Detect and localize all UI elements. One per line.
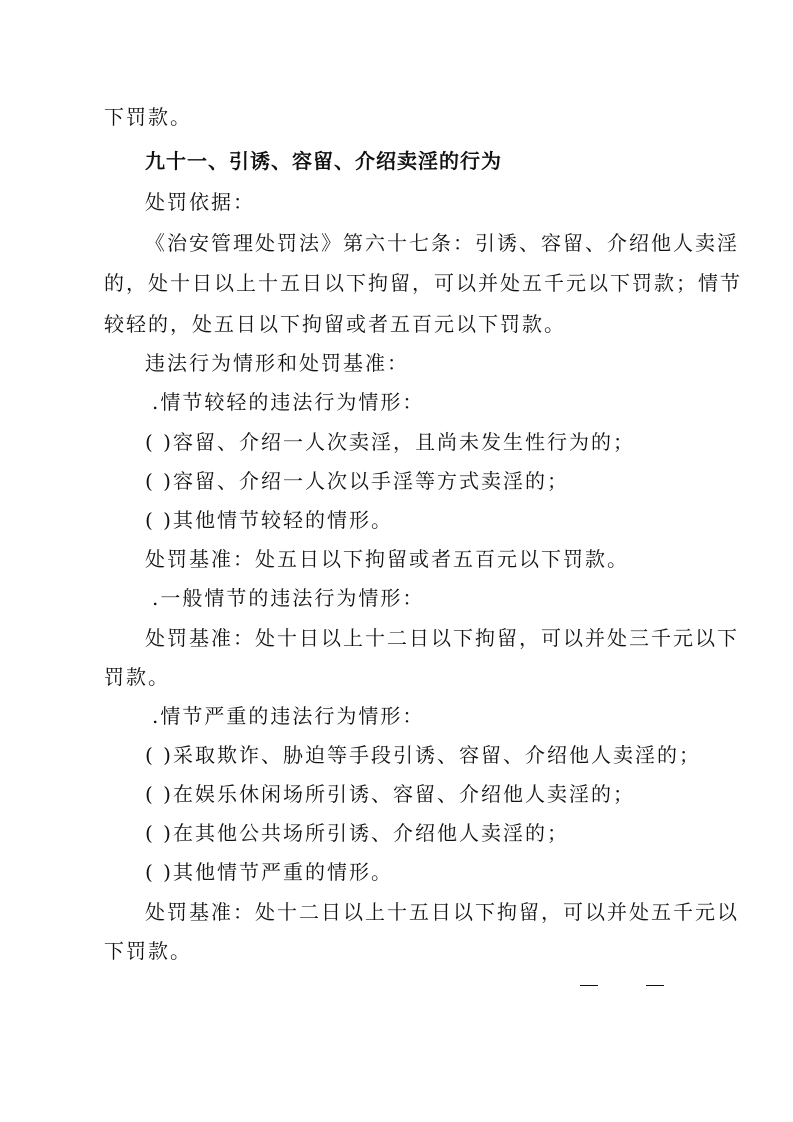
serious-case-item-1: ( )采取欺诈、胁迫等手段引诱、容留、介绍他人卖淫的； <box>145 743 701 767</box>
serious-case-item-3: ( )在其他公共场所引诱、介绍他人卖淫的； <box>145 821 569 845</box>
minor-case-item-3: ( )其他情节较轻的情形。 <box>145 508 393 532</box>
minor-case-item-1: ( )容留、介绍一人次卖淫，且尚未发生性行为的； <box>145 430 635 454</box>
standards-label: 违法行为情形和处罚基准： <box>145 351 409 375</box>
minor-case-heading: .情节较轻的违法行为情形： <box>152 390 425 414</box>
law-text-line-2: 的，处十日以上十五日以下拘留，可以并处五千元以下罚款；情节 <box>104 271 742 295</box>
serious-penalty-line-1: 处罚基准：处十二日以上十五日以下拘留，可以并处五千元以 <box>145 900 739 924</box>
general-case-heading: .一般情节的违法行为情形： <box>152 586 425 610</box>
section-heading: 九十一、引诱、容留、介绍卖淫的行为 <box>145 149 502 173</box>
footer-dash-left <box>580 985 598 986</box>
general-penalty-line-2: 罚款。 <box>104 665 170 689</box>
basis-label: 处罚依据： <box>145 190 255 214</box>
page-number-footer <box>580 972 670 998</box>
serious-case-item-4: ( )其他情节严重的情形。 <box>145 860 393 884</box>
serious-penalty-line-2: 下罚款。 <box>104 939 192 963</box>
minor-penalty: 处罚基准：处五日以下拘留或者五百元以下罚款。 <box>145 547 629 571</box>
minor-case-item-2: ( )容留、介绍一人次以手淫等方式卖淫的； <box>145 469 569 493</box>
general-penalty-line-1: 处罚基准：处十日以上十二日以下拘留，可以并处三千元以下 <box>145 626 739 650</box>
serious-case-heading: .情节严重的违法行为情形： <box>152 704 425 728</box>
law-text-line-3: 较轻的，处五日以下拘留或者五百元以下罚款。 <box>104 312 566 336</box>
serious-case-item-2: ( )在娱乐休闲场所引诱、容留、介绍他人卖淫的； <box>145 782 635 806</box>
law-text-line-1: 《治安管理处罚法》第六十七条：引诱、容留、介绍他人卖淫 <box>145 231 739 255</box>
continuation-line: 下罚款。 <box>104 105 192 129</box>
footer-dash-right <box>646 985 664 986</box>
